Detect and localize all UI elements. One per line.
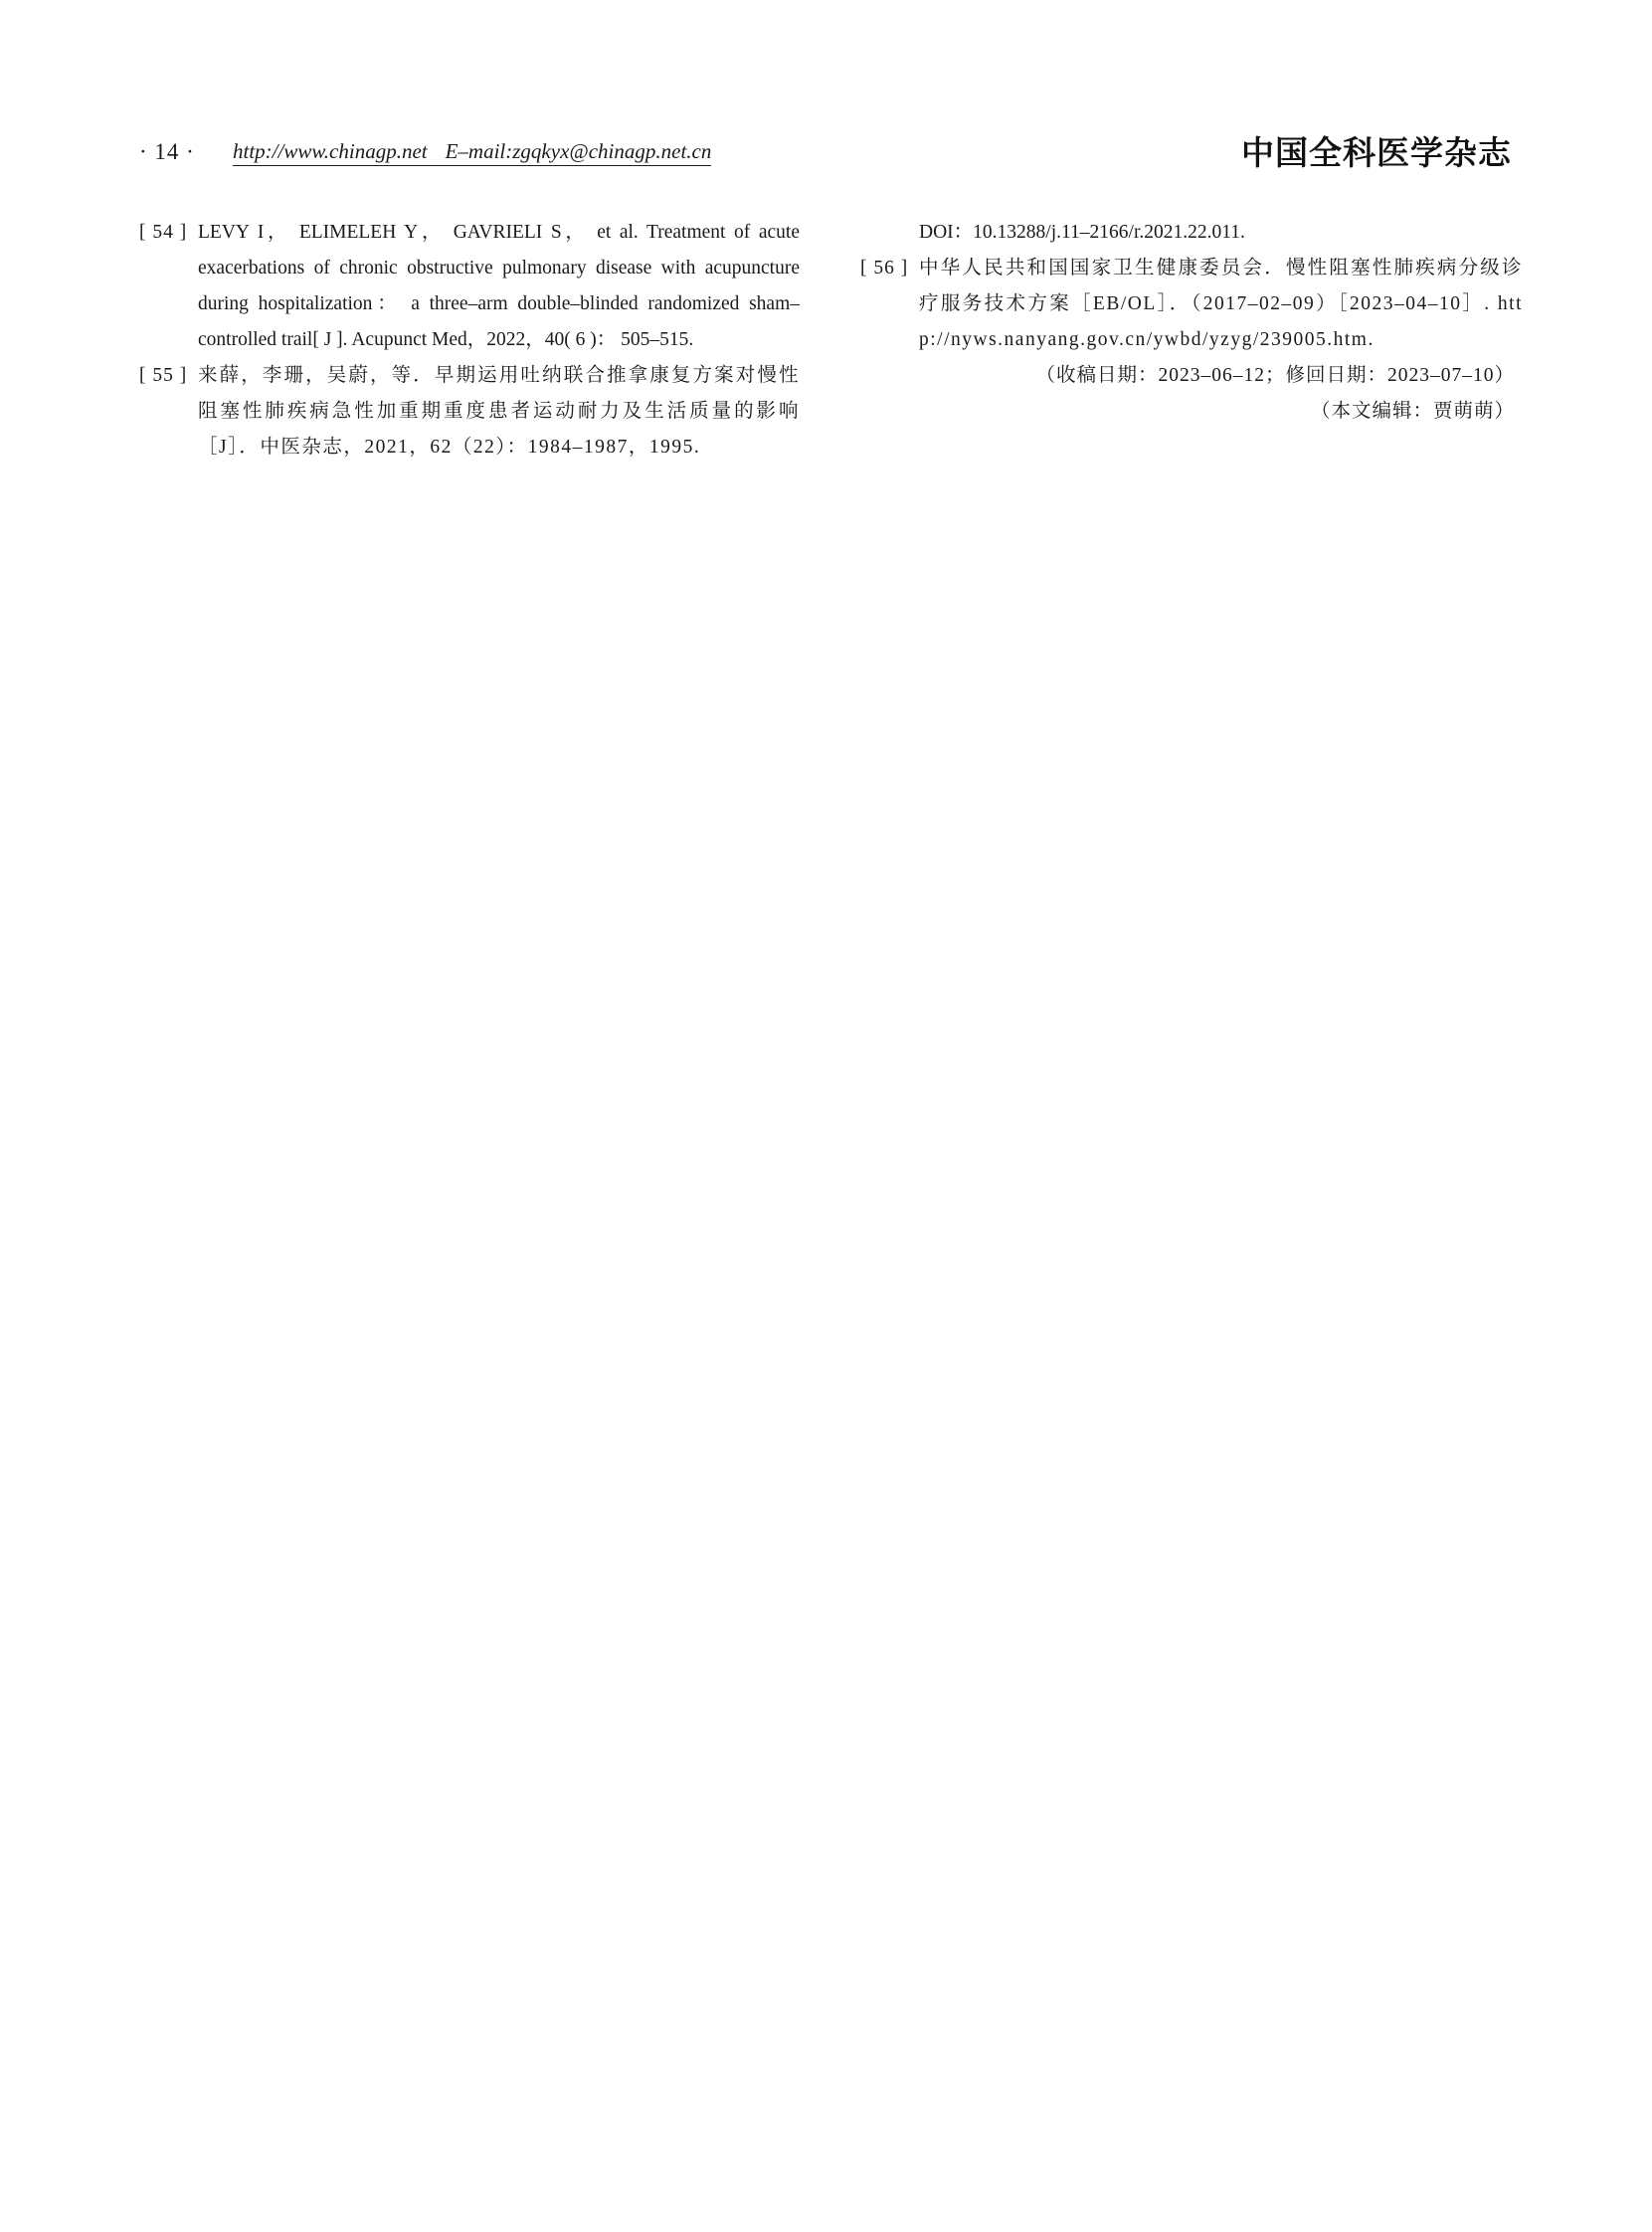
received-revised-dates: （收稿日期：2023–06–12；修回日期：2023–07–10） (1035, 365, 1515, 386)
page-header (139, 127, 1512, 177)
reference-item-55 (139, 358, 800, 465)
page-number: · 14 · (139, 139, 195, 164)
reference-text: 来薛，李珊，吴蔚，等．早期运用吐纳联合推拿康复方案对慢性阻塞性肺疾病急性加重期重度患者运动耐力及生活质量的影响［J］．中医杂志，2021，62（22）：1984–1987，1995. (198, 365, 800, 458)
journal-contact-link[interactable] (233, 139, 711, 166)
reference-item-54 (139, 215, 800, 358)
reference-number: [ 55 ] (139, 365, 188, 386)
reference-number: [ 56 ] (860, 258, 909, 279)
reference-number: [ 54 ] (139, 222, 188, 243)
editor-credit: （本文编辑：贾萌萌） (1310, 401, 1515, 422)
reference-text: 中华人民共和国国家卫生健康委员会．慢性阻塞性肺疾病分级诊疗服务技术方案［EB/OL］．（2017–02–09）［2023–04–10］. http://nyws.nanyang.gov.cn/ywbd/yzyg/239005.htm. (919, 258, 1523, 350)
left-column (139, 215, 800, 465)
journal-title: 中国全科医学杂志 (1241, 133, 1512, 172)
website-url[interactable]: http://www.chinagp.net (233, 139, 428, 163)
email-address[interactable]: E–mail:zgqkyx@chinagp.net.cn (445, 139, 712, 163)
reference-continuation: DOI：10.13288/j.11–2166/r.2021.22.011. (919, 222, 1245, 243)
reference-text: LEVY I， ELIMELEH Y， GAVRIELI S， et al. Treatment of acute exacerbations of chronic obstructive pulmonary disease with acupuncture during hospitalization： a three–arm double–blinded randomized sham–controlled trail[ J ]. Acupunct Med，2022，40( 6 )： 505–515. (198, 222, 800, 350)
reference-item-56 (860, 251, 1523, 358)
right-column (860, 215, 1523, 430)
